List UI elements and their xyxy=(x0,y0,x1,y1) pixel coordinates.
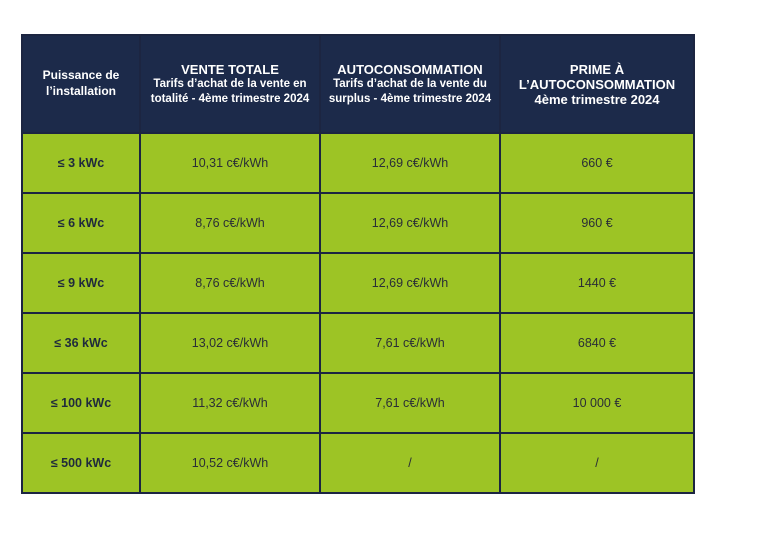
cell-vente-totale: 8,76 c€/kWh xyxy=(140,193,320,253)
cell-autoconsommation: 12,69 c€/kWh xyxy=(320,253,500,313)
cell-vente-totale: 10,52 c€/kWh xyxy=(140,433,320,493)
table-row xyxy=(22,253,694,313)
header-autoconsommation-title: AUTOCONSOMMATION xyxy=(337,61,483,77)
cell-power: ≤ 36 kWc xyxy=(22,313,140,373)
header-autoconsommation xyxy=(320,35,500,133)
tariff-table xyxy=(21,34,695,494)
cell-prime: 10 000 € xyxy=(500,373,694,433)
header-prime-title: PRIME À L’AUTOCONSOMMATION xyxy=(518,61,676,92)
cell-prime: 960 € xyxy=(500,193,694,253)
table-row xyxy=(22,193,694,253)
header-power-label: Puissance de l’installation xyxy=(42,68,120,98)
cell-autoconsommation: 12,69 c€/kWh xyxy=(320,193,500,253)
table-row xyxy=(22,373,694,433)
cell-power: ≤ 500 kWc xyxy=(22,433,140,493)
cell-autoconsommation: 7,61 c€/kWh xyxy=(320,313,500,373)
header-prime xyxy=(500,35,694,133)
header-row xyxy=(22,35,694,133)
cell-power: ≤ 6 kWc xyxy=(22,193,140,253)
cell-vente-totale: 8,76 c€/kWh xyxy=(140,253,320,313)
header-prime-sub: 4ème trimestre 2024 xyxy=(534,91,660,107)
header-vente-totale-title: VENTE TOTALE xyxy=(181,61,279,77)
cell-autoconsommation: 12,69 c€/kWh xyxy=(320,133,500,193)
table-row xyxy=(22,433,694,493)
cell-vente-totale: 10,31 c€/kWh xyxy=(140,133,320,193)
cell-vente-totale: 13,02 c€/kWh xyxy=(140,313,320,373)
cell-vente-totale: 11,32 c€/kWh xyxy=(140,373,320,433)
table-body xyxy=(22,133,694,493)
table-row xyxy=(22,133,694,193)
header-power xyxy=(22,35,140,133)
header-autoconsommation-sub: Tarifs d’achat de la vente du surplus - 4ème trimestre 2024 xyxy=(328,77,492,105)
table-row xyxy=(22,313,694,373)
cell-power: ≤ 100 kWc xyxy=(22,373,140,433)
cell-autoconsommation: 7,61 c€/kWh xyxy=(320,373,500,433)
cell-prime: 1440 € xyxy=(500,253,694,313)
header-vente-totale-sub: Tarifs d’achat de la vente en totalité - 4ème trimestre 2024 xyxy=(150,77,310,105)
cell-prime: 6840 € xyxy=(500,313,694,373)
cell-prime: 660 € xyxy=(500,133,694,193)
cell-autoconsommation: / xyxy=(320,433,500,493)
cell-prime: / xyxy=(500,433,694,493)
cell-power: ≤ 3 kWc xyxy=(22,133,140,193)
table-header xyxy=(22,35,694,133)
header-vente-totale xyxy=(140,35,320,133)
cell-power: ≤ 9 kWc xyxy=(22,253,140,313)
